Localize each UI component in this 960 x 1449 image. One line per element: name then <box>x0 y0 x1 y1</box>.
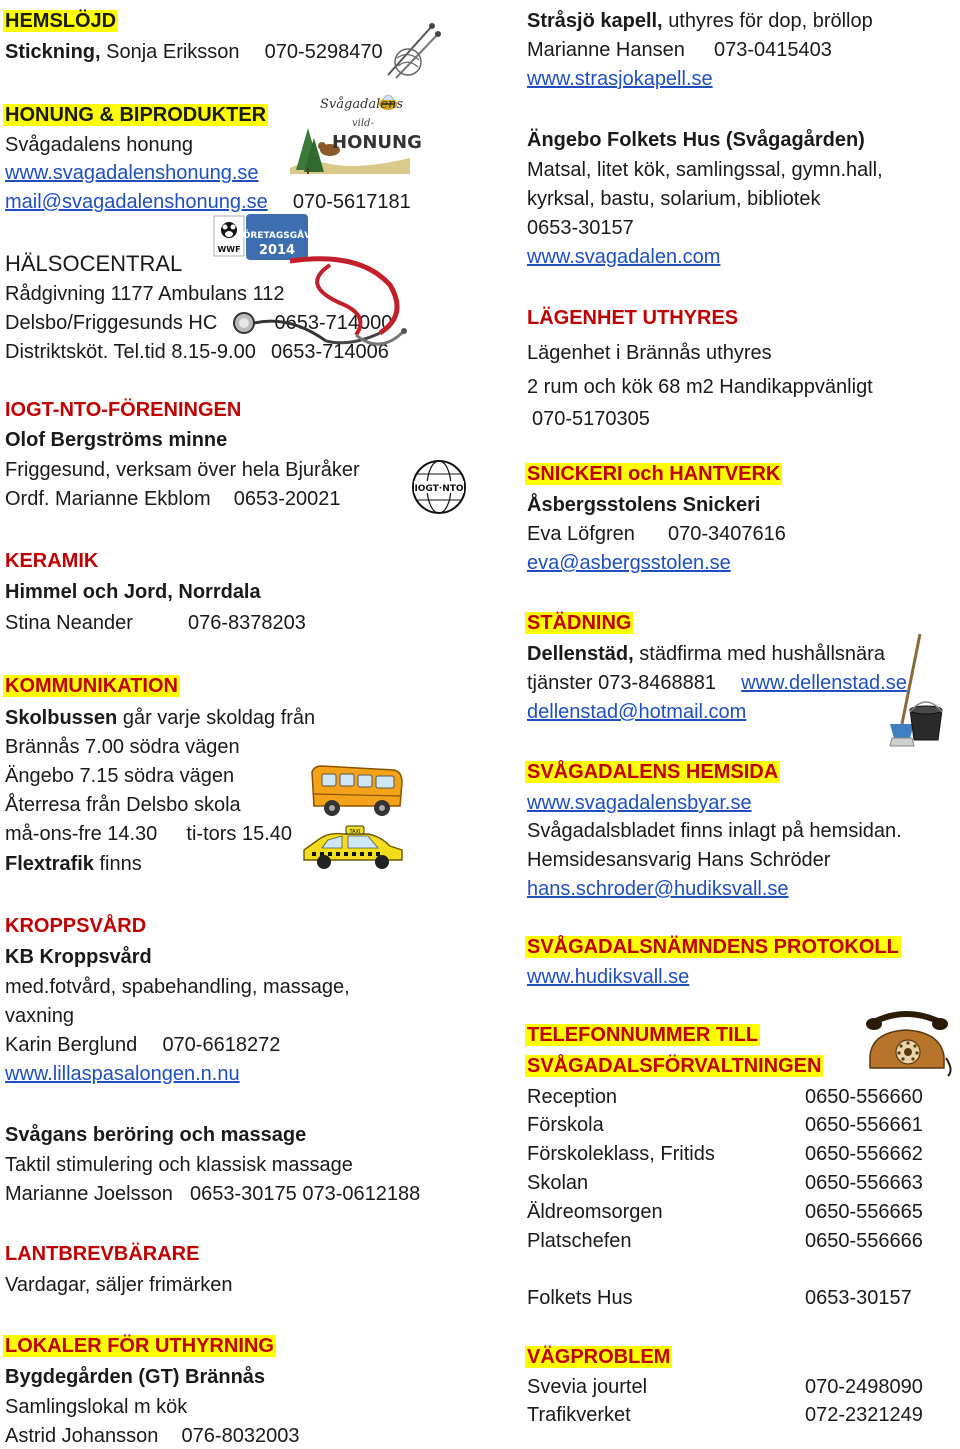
kroppsvard-person: Karin Berglund <box>5 1034 138 1056</box>
stadning-heading: STÄDNING <box>527 612 632 634</box>
hemsida-heading: SVÅGADALENS HEMSIDA <box>527 761 779 783</box>
svg-text:IOGT·NTO: IOGT·NTO <box>414 484 464 494</box>
strasjo-name: Stråsjö kapell, <box>527 10 663 32</box>
kroppsvard-line1: med.fotvård, spabehandling, massage, <box>5 976 350 998</box>
halsocentral-hc-phone: 0653-714000 <box>274 312 393 334</box>
svg-text:2014: 2014 <box>258 243 296 258</box>
telefon-row: Förskola <box>527 1114 604 1136</box>
honung-heading: HONUNG & BIPRODUKTER <box>5 104 267 126</box>
stethoscope-icon <box>230 255 430 365</box>
telefon-heading1: TELEFONNUMMER TILL <box>527 1024 759 1046</box>
strasjo-phone: 073-0415403 <box>714 39 832 61</box>
telefon-row: Äldreomsorgen <box>527 1201 663 1223</box>
telefon-number: 0650-556665 <box>805 1201 923 1223</box>
honung-name: Svågadalens honung <box>5 134 193 156</box>
telefon-row: Reception <box>527 1086 618 1108</box>
kommunikation-flex-label: Flextrafik <box>5 853 94 875</box>
keramik-line <box>5 610 306 636</box>
lokaler-person: Astrid Johansson <box>5 1425 159 1447</box>
kommunikation-bus-text: går varje skoldag från <box>122 707 316 729</box>
kommunikation-times-a: må-ons-fre 14.30 <box>5 823 158 845</box>
vagproblem-row: Svevia jourtel <box>527 1376 648 1398</box>
kommunikation-heading: KOMMUNIKATION <box>5 675 178 697</box>
stadning-mail-link[interactable]: dellenstad@hotmail.com <box>527 701 747 723</box>
vagproblem-number: 070-2498090 <box>805 1376 923 1398</box>
halsocentral-hc: Delsbo/Friggesunds HC <box>5 312 218 334</box>
folkets-hus-number: 0653-30157 <box>805 1287 912 1309</box>
hemslojd-line <box>5 39 383 65</box>
svagans-line1: Taktil stimulering och klassisk massage <box>5 1154 353 1176</box>
hemsida-line2: Hemsidesansvarig Hans Schröder <box>527 849 831 871</box>
keramik-heading: KERAMIK <box>5 550 99 572</box>
kommunikation-line3: Ängebo 7.15 södra vägen <box>5 765 235 787</box>
kommunikation-bus <box>5 705 315 731</box>
telefon-row: Platschefen <box>527 1230 632 1252</box>
strasjo-line1 <box>527 8 873 34</box>
svagans-phones: 0653-30175 073-0612188 <box>190 1183 421 1205</box>
kommunikation-bus-label: Skolbussen <box>5 707 118 729</box>
hemsida-line1: Svågadalsbladet finns inlagt på hemsidan. <box>527 820 902 842</box>
lagenhet-line1: Lägenhet i Brännås uthyres <box>527 342 772 364</box>
stadning-line2 <box>527 670 907 696</box>
telefon-heading2: SVÅGADALSFÖRVALTNINGEN <box>527 1055 822 1077</box>
hemsida-web-link[interactable]: www.svagadalensbyar.se <box>527 792 752 814</box>
kroppsvard-contact <box>5 1032 280 1058</box>
knitting-icon <box>380 20 440 80</box>
lokaler-phone: 076-8032003 <box>181 1425 300 1447</box>
keramik-name: Himmel och Jord, Norrdala <box>5 581 261 603</box>
halsocentral-heading: HÄLSOCENTRAL <box>5 251 183 276</box>
iogt-line2 <box>5 486 341 512</box>
lagenhet-line2: 2 rum och kök 68 m2 Handikappvänligt <box>527 376 873 398</box>
halsocentral-line1: Rådgivning 1177 Ambulans 112 <box>5 283 285 305</box>
kroppsvard-line2: vaxning <box>5 1005 74 1027</box>
svg-text:WWF: WWF <box>217 245 241 254</box>
snickeri-phone: 070-3407616 <box>667 523 786 545</box>
snickeri-name: Åsbergsstolens Snickeri <box>527 494 761 516</box>
taxi-icon <box>298 822 408 872</box>
stadning-name: Dellenstäd, <box>527 643 634 665</box>
kommunikation-line4: Återresa från Delsbo skola <box>5 794 241 816</box>
halsocentral-district: Distriktsköt. Tel.tid 8.15-9.00 <box>5 341 256 363</box>
svagans-person: Marianne Joelsson <box>5 1183 173 1205</box>
protokoll-web-link[interactable]: www.hudiksvall.se <box>527 966 690 988</box>
honey-logo <box>290 88 422 174</box>
svg-text:Svågadalens: Svågadalens <box>320 97 404 112</box>
stadning-text: städfirma med hushållsnära <box>639 643 885 665</box>
svg-text:vild-: vild- <box>352 118 374 129</box>
strasjo-person: Marianne Hansen <box>527 39 685 61</box>
kommunikation-times-b: ti-tors 15.40 <box>186 823 293 845</box>
strasjo-text: uthyres för dop, bröllop <box>668 10 873 32</box>
hemslojd-name: Stickning, <box>5 41 101 63</box>
keramik-phone: 076-8378203 <box>188 612 306 634</box>
stadning-phone: tjänster 073-8468881 <box>527 672 717 694</box>
angebo-phone: 0653-30157 <box>527 217 634 239</box>
lagenhet-phone: 070-5170305 <box>532 408 650 430</box>
kroppsvard-heading: KROPPSVÅRD <box>5 915 147 937</box>
svg-text:FÖRETAGSGÅVA: FÖRETAGSGÅVA <box>236 231 318 241</box>
svagans-contact <box>5 1181 420 1207</box>
lokaler-heading: LOKALER FÖR UTHYRNING <box>5 1335 274 1357</box>
protokoll-heading: SVÅGADALSNÄMNDENS PROTOKOLL <box>527 936 899 958</box>
lantbrev-line1: Vardagar, säljer frimärken <box>5 1274 233 1296</box>
lagenhet-heading: LÄGENHET UTHYRES <box>527 307 739 329</box>
telephone-icon <box>860 1002 954 1078</box>
angebo-heading: Ängebo Folkets Hus (Svågagården) <box>527 129 865 151</box>
kommunikation-line5 <box>5 821 292 847</box>
iogt-heading: IOGT-NTO-FÖRENINGEN <box>5 399 242 421</box>
snickeri-person: Eva Löfgren <box>527 523 635 545</box>
vagproblem-row: Trafikverket <box>527 1404 631 1426</box>
telefon-row: Förskoleklass, Fritids <box>527 1143 715 1165</box>
lokaler-name: Bygdegården (GT) Brännås <box>5 1366 266 1388</box>
hemslojd-phone: 070-5298470 <box>264 41 383 63</box>
iogt-name: Olof Bergströms minne <box>5 429 228 451</box>
kommunikation-flex <box>5 851 142 877</box>
snickeri-contact <box>527 521 786 547</box>
vagproblem-heading: VÄGPROBLEM <box>527 1346 671 1368</box>
telefon-number: 0650-556661 <box>805 1114 923 1136</box>
stadning-line1 <box>527 641 885 667</box>
lantbrev-heading: LANTBREVBÄRARE <box>5 1243 200 1265</box>
school-bus-icon <box>306 760 406 822</box>
telefon-row: Skolan <box>527 1172 589 1194</box>
angebo-line2: kyrksal, bastu, solarium, bibliotek <box>527 188 821 210</box>
telefon-number: 0650-556666 <box>805 1230 923 1252</box>
hemslojd-heading: HEMSLÖJD <box>5 10 117 32</box>
mop-bucket-icon <box>880 632 946 748</box>
honung-mail-line <box>5 189 411 215</box>
honung-web-link[interactable]: www.svagadalenshonung.se <box>5 162 259 184</box>
keramik-person: Stina Neander <box>5 612 133 634</box>
telefon-number: 0650-556660 <box>805 1086 923 1108</box>
stadning-web-link[interactable]: www.dellenstad.se <box>741 672 907 694</box>
halsocentral-district-phone: 0653-714006 <box>270 341 389 363</box>
snickeri-heading: SNICKERI och HANTVERK <box>527 463 781 485</box>
iogt-nto-logo <box>410 458 468 516</box>
telefon-number: 0650-556662 <box>805 1143 923 1165</box>
lokaler-contact <box>5 1423 299 1449</box>
strasjo-web-link[interactable]: www.strasjokapell.se <box>527 68 713 90</box>
iogt-chair: Ordf. Marianne Ekblom <box>5 488 211 510</box>
kommunikation-line2: Brännås 7.00 södra vägen <box>5 736 240 758</box>
angebo-web-link[interactable]: www.svagadalen.com <box>527 246 721 268</box>
vagproblem-number: 072-2321249 <box>805 1404 923 1426</box>
telefon-number: 0650-556663 <box>805 1172 923 1194</box>
angebo-line1: Matsal, litet kök, samlingssal, gymn.hall, <box>527 159 883 181</box>
folkets-hus-label: Folkets Hus <box>527 1287 633 1309</box>
iogt-line1: Friggesund, verksam över hela Bjuråker <box>5 459 360 481</box>
honung-phone: 070-5617181 <box>292 191 411 213</box>
lokaler-line1: Samlingslokal m kök <box>5 1396 188 1418</box>
svg-text:TAXI: TAXI <box>349 829 361 835</box>
kroppsvard-name: KB Kroppsvård <box>5 946 152 968</box>
kroppsvard-web-link[interactable]: www.lillaspasalongen.n.nu <box>5 1063 240 1085</box>
kroppsvard-phone: 070-6618272 <box>162 1034 281 1056</box>
hemslojd-person: Sonja Eriksson <box>106 41 240 63</box>
snickeri-mail-link[interactable]: eva@asbergsstolen.se <box>527 552 731 574</box>
iogt-phone: 0653-20021 <box>233 488 341 510</box>
svagans-heading: Svågans beröring och massage <box>5 1124 307 1146</box>
honung-mail-link[interactable]: mail@svagadalenshonung.se <box>5 191 268 213</box>
kommunikation-flex-text: finns <box>99 853 142 875</box>
strasjo-contact <box>527 37 832 63</box>
hemsida-mail-link[interactable]: hans.schroder@hudiksvall.se <box>527 878 789 900</box>
svg-text:HONUNG: HONUNG <box>332 132 422 153</box>
